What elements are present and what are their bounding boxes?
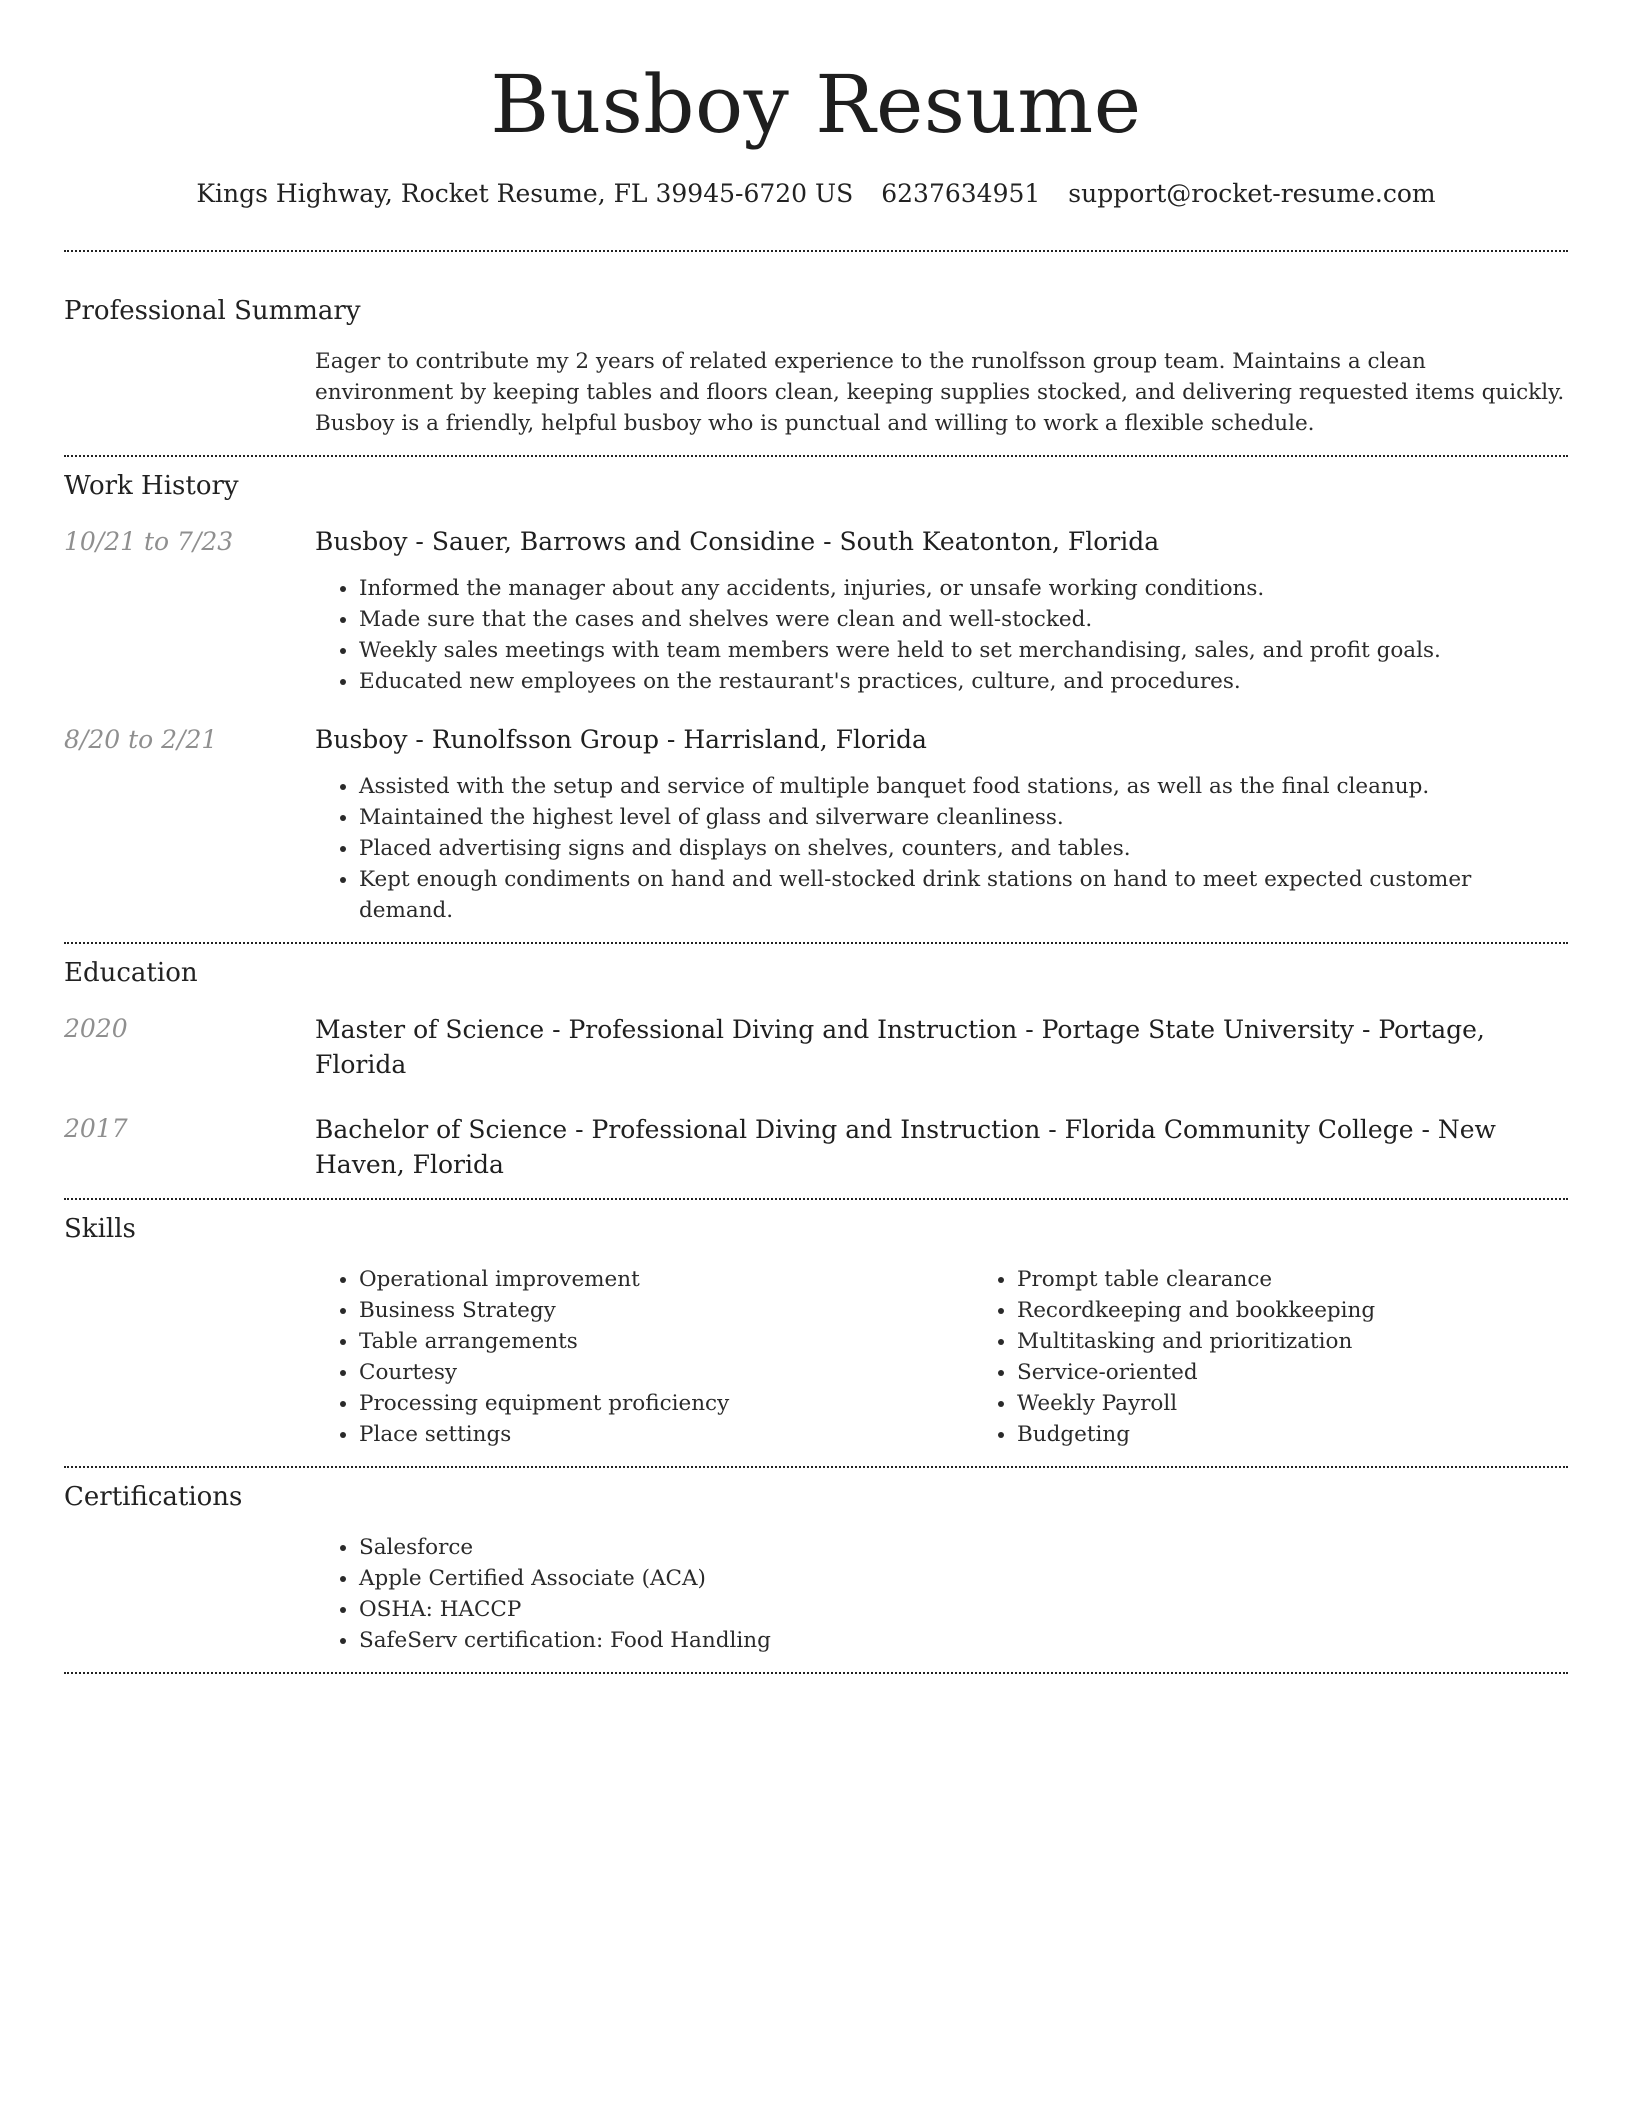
job-entry <box>64 525 1568 697</box>
skill-item: • Weekly Payroll <box>1017 1388 1631 1419</box>
education-degree: Bachelor of Science - Professional Diving and Instruction - Florida Community College - New Haven, Florida <box>315 1115 1496 1179</box>
job-bullet: • Made sure that the cases and shelves were clean and well-stocked. <box>359 604 1568 635</box>
job-dates: 8/20 to 2/21 <box>64 725 218 754</box>
job-bullet: • Informed the manager about any accidents, injuries, or unsafe working conditions. <box>359 573 1568 604</box>
resume-page <box>64 0 1568 1674</box>
skills-grid <box>315 1264 1568 1450</box>
section-divider <box>64 1672 1568 1674</box>
job-dates: 10/21 to 7/23 <box>64 527 234 556</box>
job-bullet: • Maintained the highest level of glass and silverware cleanliness. <box>359 802 1568 833</box>
certification-item: • Salesforce <box>359 1532 1568 1563</box>
contact-email: support@rocket-resume.com <box>1068 179 1436 208</box>
skill-item: • Courtesy <box>359 1357 973 1388</box>
job-bullet: • Educated new employees on the restaurant's practices, culture, and procedures. <box>359 666 1568 697</box>
work-history-heading: Work History <box>64 471 239 501</box>
certification-item: • OSHA: HACCP <box>359 1594 1568 1625</box>
summary-text: Eager to contribute my 2 years of related experience to the runolfsson group team. Maintains a clean environment by keeping tables and floors clean, keeping supplies stocked, and delivering requested items quickly. Busboy is a friendly, helpful busboy who is punctual and willing to work a flexible schedule. <box>315 349 1565 436</box>
job-bullet: • Placed advertising signs and displays on shelves, counters, and tables. <box>359 833 1568 864</box>
skill-item: • Service-oriented <box>1017 1357 1631 1388</box>
job-heading: Busboy - Runolfsson Group - Harrisland, Florida <box>315 725 927 754</box>
skills-heading: Skills <box>64 1214 136 1244</box>
contact-phone: 6237634951 <box>881 179 1041 208</box>
certification-item: • SafeServ certification: Food Handling <box>359 1625 1568 1656</box>
skill-item: • Budgeting <box>1017 1419 1631 1450</box>
job-body <box>315 525 1568 697</box>
job-bullet: • Weekly sales meetings with team members were held to set merchandising, sales, and profit goals. <box>359 635 1568 666</box>
skill-item: • Multitasking and prioritization <box>1017 1326 1631 1357</box>
skill-item: • Processing equipment proficiency <box>359 1388 973 1419</box>
certifications-list <box>315 1532 1568 1656</box>
skills-column-right <box>973 1264 1631 1450</box>
skill-item: • Business Strategy <box>359 1295 973 1326</box>
education-entry <box>64 1012 1568 1082</box>
contact-address: Kings Highway, Rocket Resume, FL 39945-6720 US <box>196 179 854 208</box>
education-heading: Education <box>64 958 198 988</box>
education-year: 2017 <box>64 1114 128 1143</box>
certifications-section <box>64 1468 1568 1672</box>
certifications-heading: Certifications <box>64 1482 243 1512</box>
education-degree: Master of Science - Professional Diving and Instruction - Portage State University - Portage, Florida <box>315 1015 1485 1079</box>
summary-section <box>64 252 1568 455</box>
job-entry <box>64 723 1568 926</box>
education-year: 2020 <box>64 1014 128 1043</box>
skill-item: • Recordkeeping and bookkeeping <box>1017 1295 1631 1326</box>
skill-item: • Operational improvement <box>359 1264 973 1295</box>
skill-item: • Place settings <box>359 1419 973 1450</box>
education-body <box>315 1012 1568 1082</box>
summary-heading: Professional Summary <box>64 296 361 326</box>
education-entry <box>64 1112 1568 1182</box>
job-body <box>315 723 1568 926</box>
education-body <box>315 1112 1568 1182</box>
contact-line <box>64 178 1568 210</box>
job-bullets <box>315 771 1568 926</box>
work-history-section <box>64 457 1568 942</box>
skills-section <box>64 1200 1568 1466</box>
education-section <box>64 944 1568 1198</box>
job-bullet: • Kept enough condiments on hand and well-stocked drink stations on hand to meet expected customer demand. <box>359 864 1568 926</box>
skill-item: • Table arrangements <box>359 1326 973 1357</box>
job-heading: Busboy - Sauer, Barrows and Considine - South Keatonton, Florida <box>315 527 1160 556</box>
skills-column-left <box>315 1264 973 1450</box>
skill-item: • Prompt table clearance <box>1017 1264 1631 1295</box>
resume-title: Busboy Resume <box>490 58 1142 151</box>
certification-item: • Apple Certified Associate (ACA) <box>359 1563 1568 1594</box>
certifications-bullets <box>315 1532 1568 1656</box>
job-bullet: • Assisted with the setup and service of multiple banquet food stations, as well as the final cleanup. <box>359 771 1568 802</box>
job-bullets <box>315 573 1568 697</box>
